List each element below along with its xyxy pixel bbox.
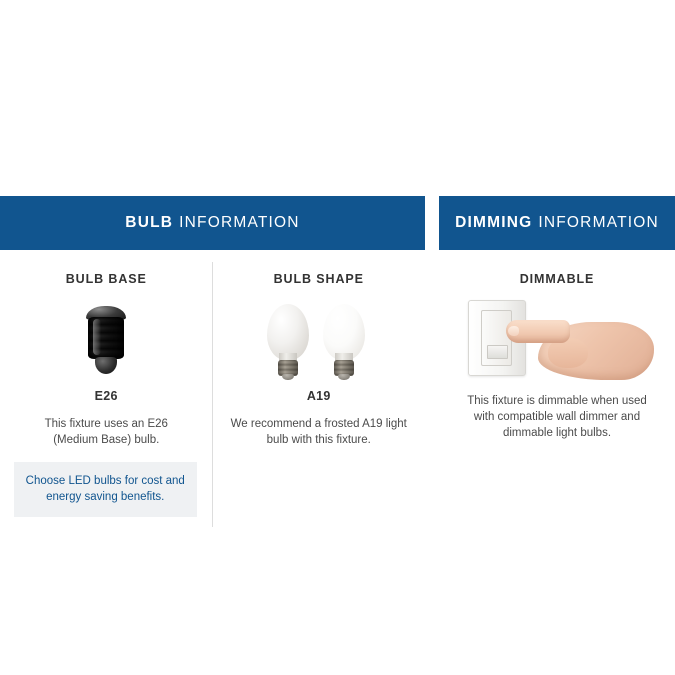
bulb-information-header — [0, 196, 425, 250]
a19-light-bulbs-icon — [213, 300, 426, 380]
dimming-information-panel — [439, 196, 675, 441]
bulb-base-caption: E26 — [94, 389, 118, 403]
hand-pressing-wall-dimmer-icon — [439, 300, 675, 380]
dimming-header-bold: DIMMING — [455, 214, 533, 231]
dimming-columns — [439, 250, 675, 441]
bulb-base-description: This fixture uses an E26 (Medium Base) bulb. — [44, 418, 168, 446]
bulb-shape-column — [213, 250, 426, 517]
bulb-header-normal: INFORMATION — [179, 214, 300, 231]
bulb-information-infographic — [0, 196, 675, 517]
dimmable-title: DIMMABLE — [519, 272, 595, 286]
bulb-columns — [0, 250, 425, 517]
bulb-base-column — [0, 250, 213, 517]
dimmable-column — [439, 250, 675, 441]
lamp-socket-e26-icon — [0, 300, 213, 380]
panels-row — [0, 196, 675, 517]
bulb-shape-caption: A19 — [306, 389, 331, 403]
led-savings-tip: Choose LED bulbs for cost and energy saving benefits. — [14, 462, 197, 517]
dimmable-description: This fixture is dimmable when used with compatible wall dimmer and dimmable light bulbs. — [467, 395, 647, 439]
bulb-header-bold: BULB — [125, 214, 174, 231]
bulb-shape-title: BULB SHAPE — [273, 272, 364, 286]
dimming-header-normal: INFORMATION — [538, 214, 659, 231]
dimming-information-header — [439, 196, 675, 250]
bulb-information-panel — [0, 196, 425, 517]
bulb-base-title: BULB BASE — [65, 272, 147, 286]
bulb-shape-description: We recommend a frosted A19 light bulb with this fixture. — [230, 418, 407, 446]
